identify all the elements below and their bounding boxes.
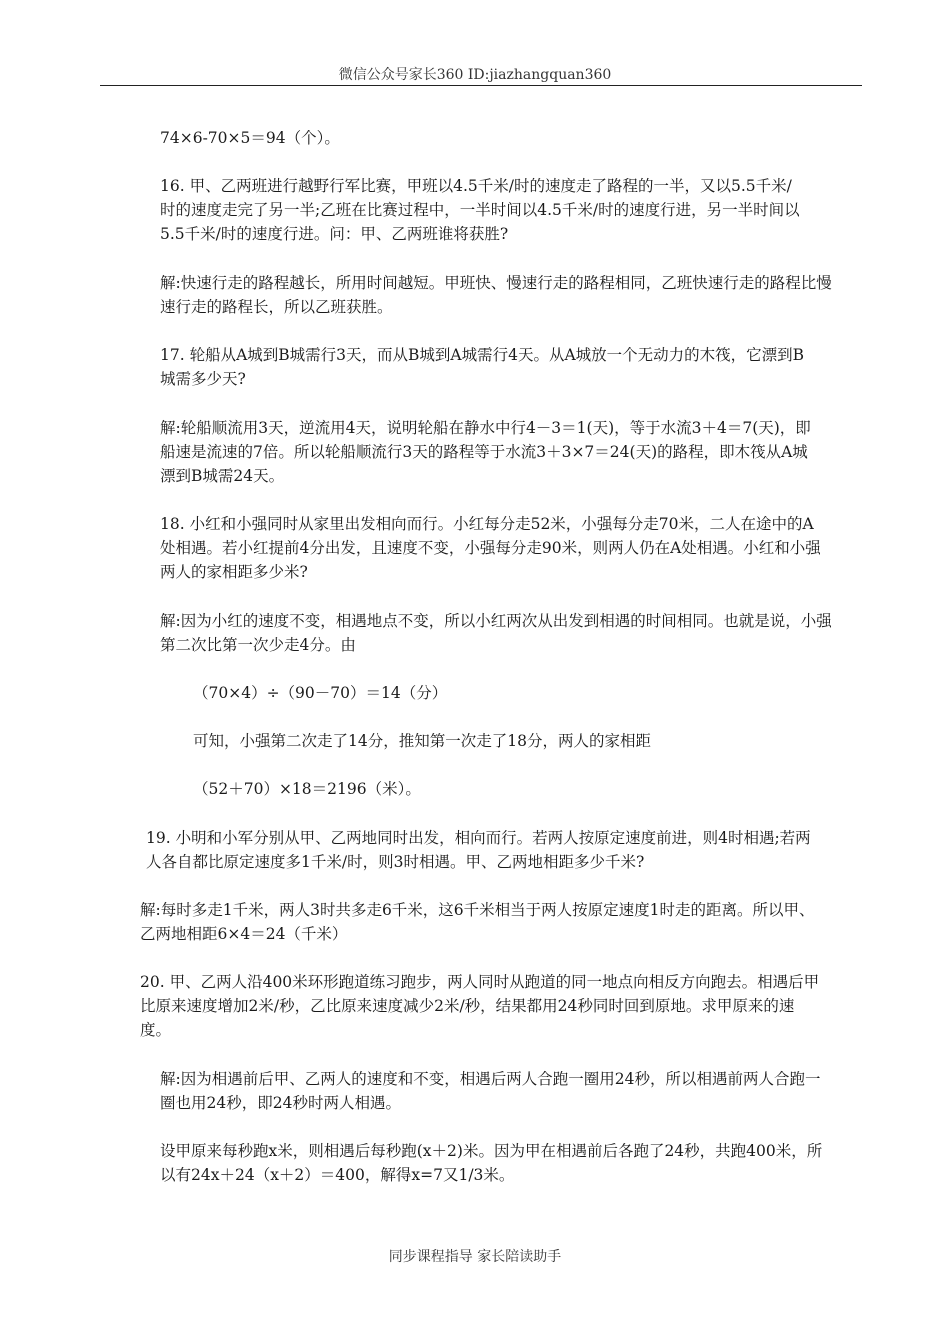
answer-20-line: 解:因为相遇前后甲、乙两人的速度和不变，相遇后两人合跑一圈用24秒，所以相遇前两人合跑一	[160, 1070, 821, 1088]
answer-20-line: 以有24x＋24（x＋2）＝400，解得x=7又1/3米。	[160, 1166, 515, 1184]
answer-20-line: 设甲原来每秒跑x米，则相遇后每秒跑(x＋2)米。因为甲在相遇前后各跑了24秒，共跑400米，所	[160, 1142, 823, 1160]
question-16-line: 时的速度走完了另一半;乙班在比赛过程中，一半时间以4.5千米/时的速度行进，另一半时间以	[160, 201, 800, 219]
question-17-line: 城需多少天?	[160, 370, 246, 388]
answer-18-line: 可知，小强第二次走了14分，推知第一次走了18分，两人的家相距	[193, 732, 651, 750]
question-17-line: 17. 轮船从A城到B城需行3天，而从B城到A城需行4天。从A城放一个无动力的木筏，它漂到B	[160, 346, 805, 364]
question-20-line: 20. 甲、乙两人沿400米环形跑道练习跑步，两人同时从跑道的同一地点向相反方向跑去。相遇后甲	[140, 973, 820, 991]
page-footer: 同步课程指导 家长陪读助手	[388, 1249, 562, 1265]
answer-18-formula: （52＋70）×18＝2196（米）。	[193, 780, 421, 798]
answer-18-formula: （70×4）÷（90－70）＝14（分）	[193, 684, 448, 702]
question-19-line: 人各自都比原定速度多1千米/时，则3时相遇。甲、乙两地相距多少千米?	[146, 853, 645, 871]
question-20-line: 度。	[140, 1021, 172, 1039]
answer-line: 74×6-70×5＝94（个）。	[160, 129, 340, 147]
answer-16-line: 解:快速行走的路程越长，所用时间越短。甲班快、慢速行走的路程相同，乙班快速行走的路程比慢	[160, 274, 832, 292]
question-19-line: 19. 小明和小军分别从甲、乙两地同时出发，相向而行。若两人按原定速度前进，则4时相遇;若两	[146, 829, 811, 847]
question-16-line: 16. 甲、乙两班进行越野行军比赛，甲班以4.5千米/时的速度走了路程的一半，又以5.5千米/	[160, 177, 792, 195]
answer-18-line: 解:因为小红的速度不变，相遇地点不变，所以小红两次从出发到相遇的时间相同。也就是说，小强	[160, 612, 832, 630]
answer-17-line: 解:轮船顺流用3天，逆流用4天，说明轮船在静水中行4－3＝1(天)，等于水流3＋4＝7(天)，即	[160, 419, 811, 437]
header-divider	[100, 85, 862, 86]
question-18-line: 18. 小红和小强同时从家里出发相向而行。小红每分走52米，小强每分走70米，二人在途中的A	[160, 515, 814, 533]
question-16-line: 5.5千米/时的速度行进。问：甲、乙两班谁将获胜?	[160, 225, 509, 243]
answer-19-line: 解:每时多走1千米，两人3时共多走6千米，这6千米相当于两人按原定速度1时走的距离。所以甲、	[140, 901, 815, 919]
answer-20-line: 圈也用24秒，即24秒时两人相遇。	[160, 1094, 401, 1112]
question-18-line: 处相遇。若小红提前4分出发，且速度不变，小强每分走90米，则两人仍在A处相遇。小红和小强	[160, 539, 821, 557]
answer-17-line: 漂到B城需24天。	[160, 467, 285, 485]
question-18-line: 两人的家相距多少米?	[160, 563, 308, 581]
answer-16-line: 速行走的路程长，所以乙班获胜。	[160, 298, 393, 316]
page-header: 微信公众号家长360 ID:jiazhangquan360	[338, 67, 612, 83]
answer-17-line: 船速是流速的7倍。所以轮船顺流行3天的路程等于水流3＋3×7＝24(天)的路程，即木筏从A城	[160, 443, 808, 461]
question-20-line: 比原来速度增加2米/秒，乙比原来速度减少2米/秒，结果都用24秒同时回到原地。求甲原来的速	[140, 997, 795, 1015]
answer-18-line: 第二次比第一次少走4分。由	[160, 636, 356, 654]
answer-19-line: 乙两地相距6×4＝24（千米）	[140, 925, 348, 943]
